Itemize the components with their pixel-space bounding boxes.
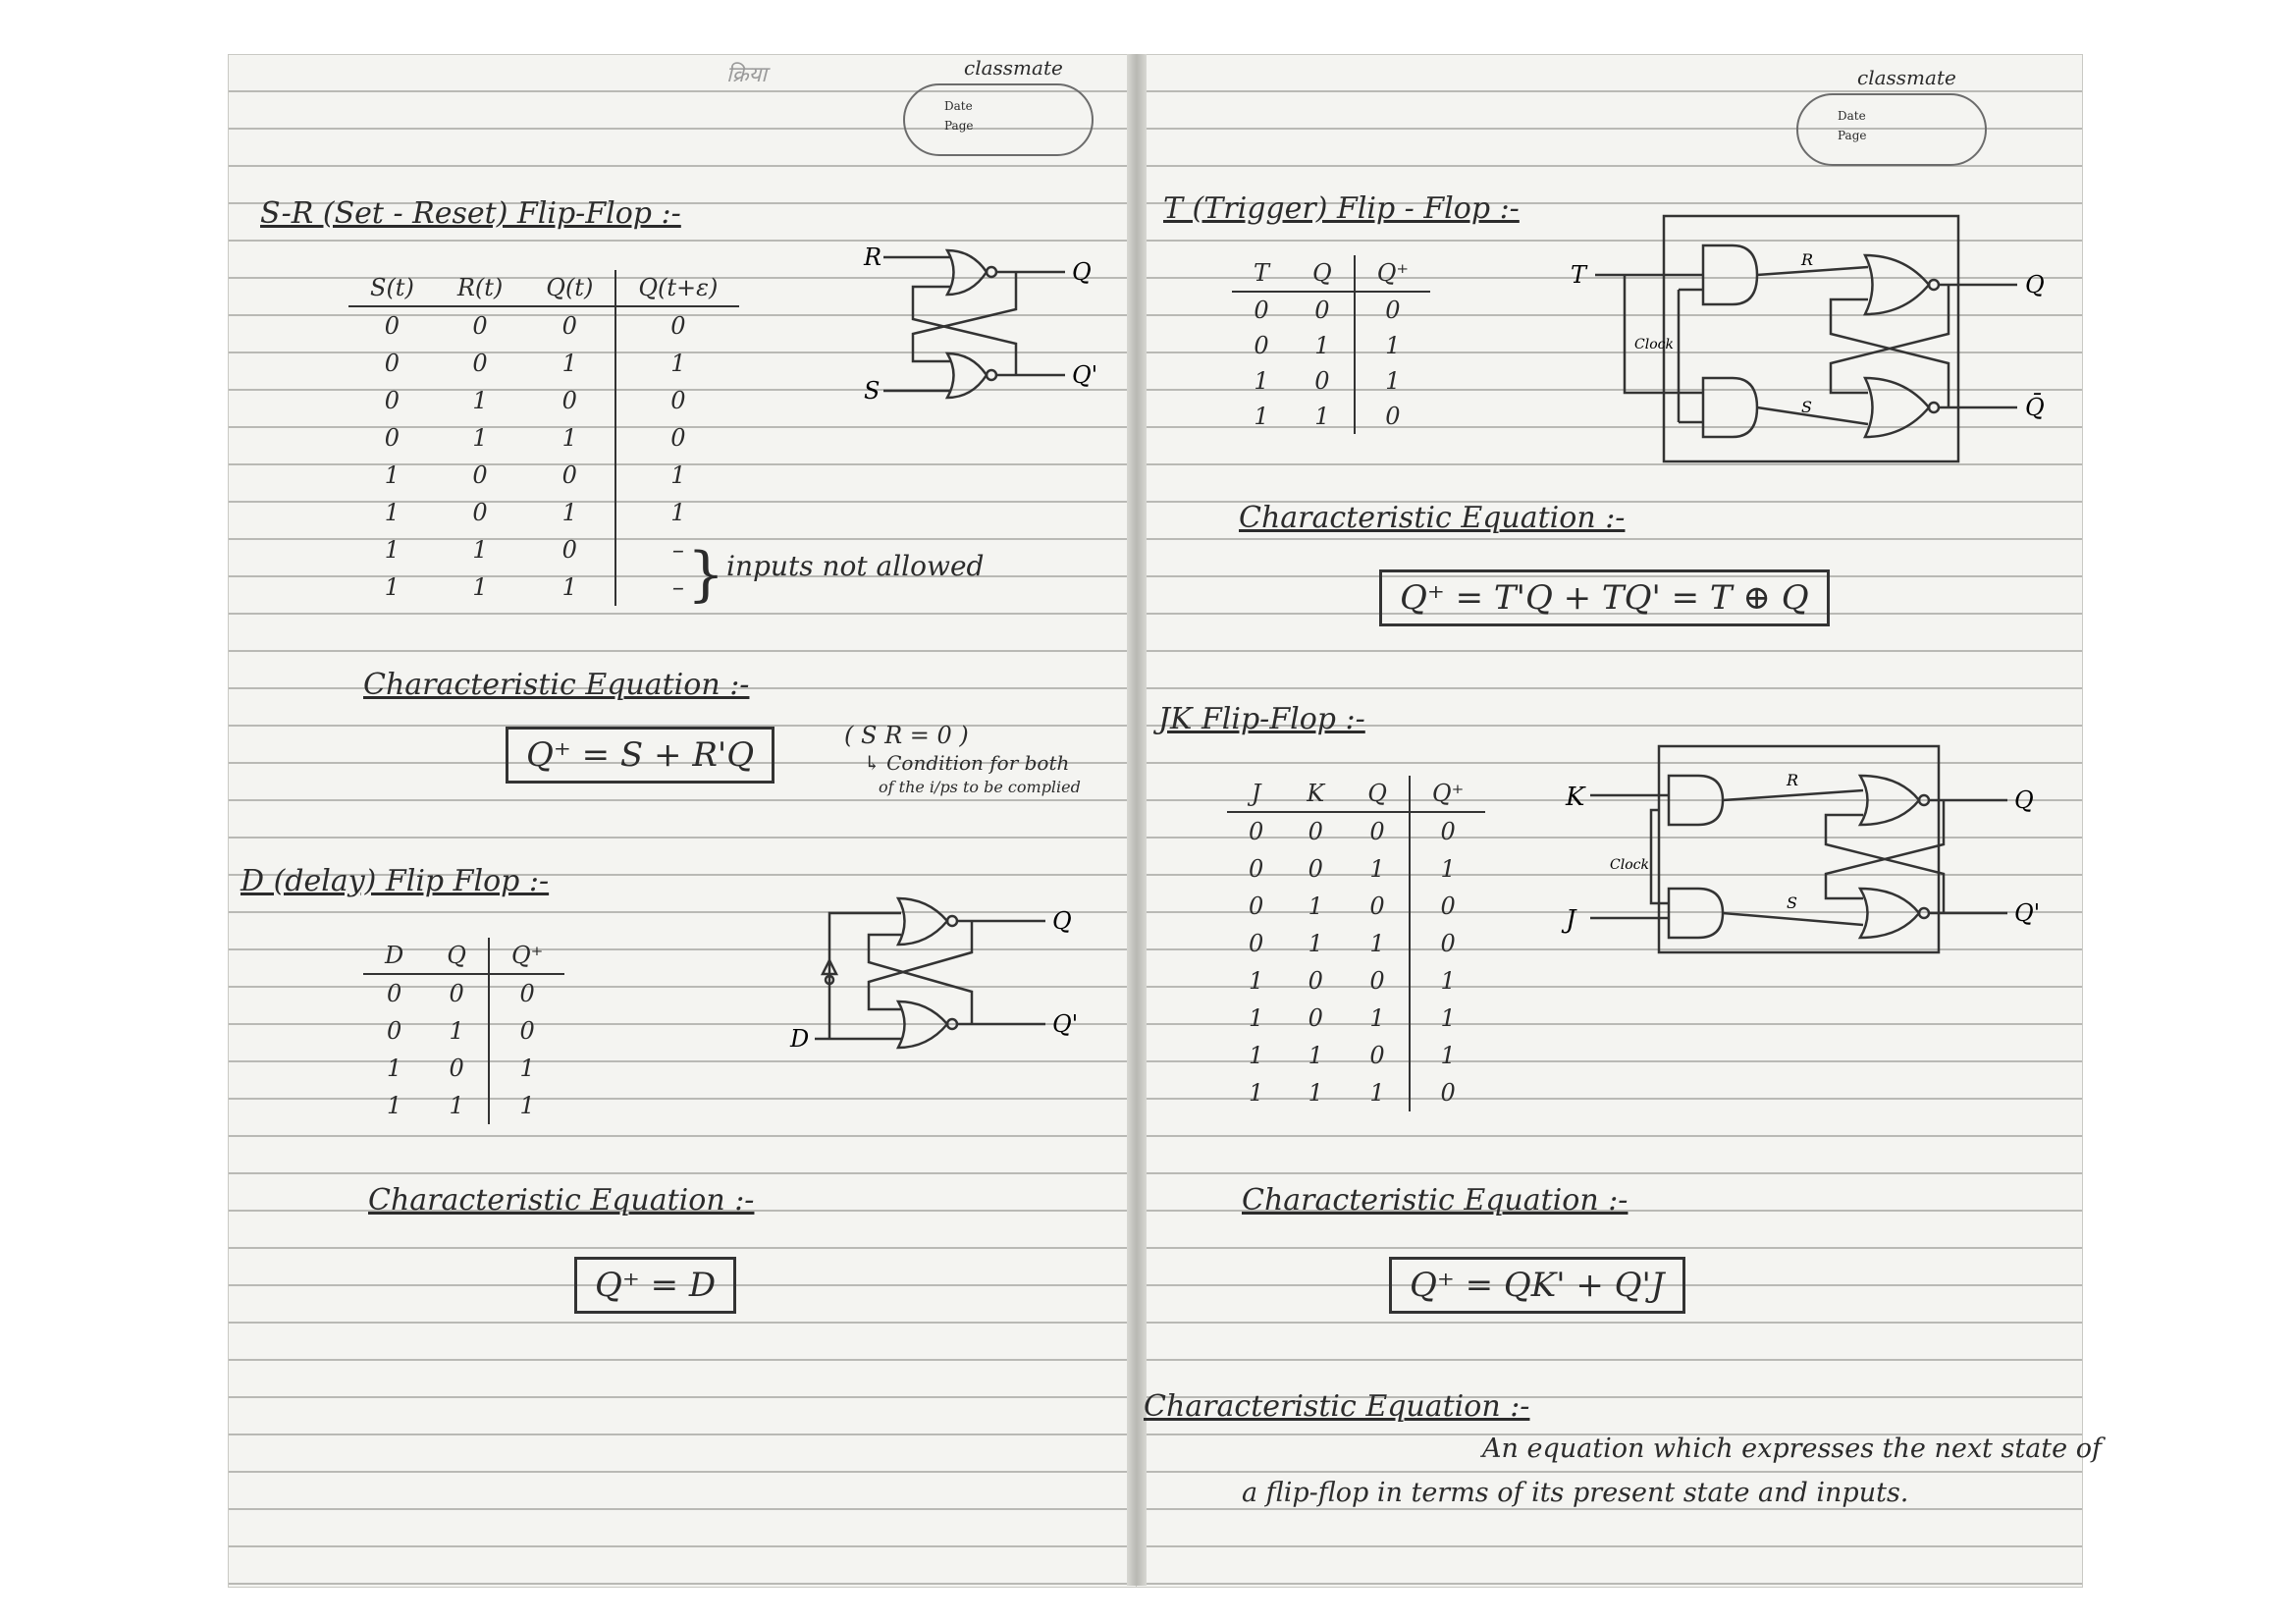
t-table-row xyxy=(1232,399,1430,434)
sr-table-cell: 1 xyxy=(384,536,400,564)
d-label-q: Q xyxy=(1052,907,1072,935)
jk-table-row xyxy=(1227,962,1485,1000)
jk-label-r: R xyxy=(1787,771,1799,789)
jk-table-cell: 0 xyxy=(1249,930,1264,957)
t-table-cell: 0 xyxy=(1314,367,1330,395)
d-table-cell: 0 xyxy=(449,1055,464,1082)
jk-label-s: S xyxy=(1787,893,1797,912)
sr-table-cell: 0 xyxy=(615,306,739,345)
jk-table-cell: 1 xyxy=(1249,1079,1264,1107)
d-table-cell: 0 xyxy=(386,1017,402,1045)
t-nor-gate-top xyxy=(1865,255,1929,314)
jk-table-cell: 1 xyxy=(1249,1042,1264,1069)
sr-table-cell: 1 xyxy=(615,345,739,382)
t-table-cell: 1 xyxy=(1254,403,1269,430)
d-nor-gate-bottom xyxy=(898,1001,947,1048)
d-col-qnext: Q⁺ xyxy=(489,938,564,974)
sr-table-cell: 0 xyxy=(561,312,577,340)
jk-col-qnext: Q⁺ xyxy=(1410,776,1485,812)
sr-col-r: R(t) xyxy=(436,270,524,306)
definition-heading: Characteristic Equation :- xyxy=(1144,1389,1530,1424)
sr-condition-eq: ( S R = 0 ) xyxy=(844,722,969,749)
jk-table-cell: 1 xyxy=(1308,1079,1323,1107)
sr-invalid-note: inputs not allowed xyxy=(726,550,985,582)
jk-table-cell: 0 xyxy=(1410,925,1485,962)
jk-table-cell: 1 xyxy=(1249,1004,1264,1032)
d-table-cell: 0 xyxy=(386,980,402,1007)
t-table-cell: 1 xyxy=(1355,363,1430,399)
sr-col-qnext: Q(t+ε) xyxy=(615,270,739,306)
jk-col-j: J xyxy=(1227,776,1285,812)
jk-heading: JK Flip-Flop :- xyxy=(1158,702,1365,736)
sr-label-r: R xyxy=(864,243,882,271)
sr-table-cell: 1 xyxy=(384,573,400,601)
t-table-cell: 1 xyxy=(1314,332,1330,359)
d-equation: Q⁺ = D xyxy=(574,1257,736,1314)
t-and-gate-top xyxy=(1703,245,1757,304)
sr-table-cell: 0 xyxy=(384,424,400,452)
sr-label-s: S xyxy=(864,377,881,405)
definition-line2: a flip-flop in terms of its present state and inputs. xyxy=(1242,1478,1909,1508)
t-cross-2 xyxy=(1831,299,1949,407)
t-table-cell: 0 xyxy=(1355,399,1430,434)
sr-table-cell: 1 xyxy=(472,424,488,452)
sr-table-cell: 0 xyxy=(561,536,577,564)
t-table-cell: 1 xyxy=(1355,328,1430,363)
d-table-row xyxy=(363,1012,564,1050)
t-circuit xyxy=(1566,206,2066,471)
jk-table-row xyxy=(1227,812,1485,850)
t-table-row xyxy=(1232,292,1430,328)
jk-equation: Q⁺ = QK' + Q'J xyxy=(1389,1257,1685,1314)
sr-table-cell: 1 xyxy=(561,350,577,377)
jk-table-row xyxy=(1227,1000,1485,1037)
t-equation: Q⁺ = T'Q + TQ' = T ⊕ Q xyxy=(1379,569,1830,626)
sr-table-cell: 0 xyxy=(472,312,488,340)
t-char-heading: Characteristic Equation :- xyxy=(1239,501,1626,535)
jk-table-cell: 0 xyxy=(1308,967,1323,995)
jk-label-qp: Q' xyxy=(2014,899,2041,927)
t-heading: T (Trigger) Flip - Flop :- xyxy=(1163,191,1520,226)
sr-table-cell: 1 xyxy=(384,461,400,489)
sr-table-cell: 0 xyxy=(615,382,739,419)
jk-table-cell: 0 xyxy=(1249,855,1264,883)
d-nor-gate-top xyxy=(898,898,947,945)
jk-and-gate-bottom xyxy=(1669,889,1723,938)
sr-table-cell: 1 xyxy=(561,424,577,452)
d-col-d: D xyxy=(363,938,425,974)
jk-table-row xyxy=(1227,1074,1485,1111)
d-table-cell: 1 xyxy=(449,1092,464,1119)
jk-table-cell: 0 xyxy=(1369,1042,1385,1069)
sr-table-cell: 1 xyxy=(472,573,488,601)
jk-table-cell: 1 xyxy=(1410,962,1485,1000)
jk-table-cell: 0 xyxy=(1308,818,1323,845)
jk-table-cell: 0 xyxy=(1410,812,1485,850)
sr-table-row xyxy=(348,494,739,531)
logo-page-label: Page xyxy=(944,119,974,133)
jk-table-cell: 0 xyxy=(1308,1004,1323,1032)
sr-table-cell: 0 xyxy=(384,387,400,414)
jk-table-cell: 1 xyxy=(1249,967,1264,995)
jk-wire-s xyxy=(1723,913,1863,925)
t-wire-s xyxy=(1757,407,1868,424)
sr-table-cell: 0 xyxy=(384,312,400,340)
sr-table-cell: 0 xyxy=(615,419,739,457)
t-table-cell: 0 xyxy=(1254,332,1269,359)
t-label-qbar: Q̄ xyxy=(2025,394,2045,421)
sr-table-cell: 1 xyxy=(615,494,739,531)
sr-table-cell: 0 xyxy=(561,461,577,489)
sr-table-row xyxy=(348,382,739,419)
sr-table-cell: 0 xyxy=(472,461,488,489)
sr-nor-gate-top xyxy=(947,250,987,295)
d-table-row xyxy=(363,974,564,1012)
sr-table-cell: 1 xyxy=(384,499,400,526)
sr-label-qp: Q' xyxy=(1072,361,1098,389)
d-table-body xyxy=(363,974,564,1124)
t-label-t: T xyxy=(1571,261,1587,289)
jk-table-body xyxy=(1227,812,1485,1111)
t-table-cell: 1 xyxy=(1254,367,1269,395)
sr-table-cell: 1 xyxy=(615,457,739,494)
jk-col-q: Q xyxy=(1346,776,1410,812)
d-char-heading: Characteristic Equation :- xyxy=(368,1183,755,1217)
jk-table-cell: 1 xyxy=(1369,1079,1385,1107)
sr-equation: Q⁺ = S + R'Q xyxy=(506,727,774,784)
jk-label-j: J xyxy=(1566,905,1576,935)
t-label-q: Q xyxy=(2025,271,2045,298)
jk-wire-r xyxy=(1723,790,1863,800)
logo-brand: classmate xyxy=(1857,66,1956,89)
sr-table-cell: – xyxy=(615,568,739,606)
jk-table-cell: 0 xyxy=(1369,893,1385,920)
sr-table-cell: – xyxy=(615,531,739,568)
jk-table-cell: 1 xyxy=(1410,1037,1485,1074)
jk-circuit xyxy=(1561,736,2061,972)
sr-table-cell: 1 xyxy=(472,387,488,414)
jk-table-cell: 1 xyxy=(1410,1000,1485,1037)
d-table-cell: 1 xyxy=(489,1087,564,1124)
d-circuit xyxy=(785,884,1109,1060)
d-feedback-2 xyxy=(869,935,972,1024)
jk-table-row xyxy=(1227,888,1485,925)
d-table-cell: 0 xyxy=(489,1012,564,1050)
t-truth-table xyxy=(1232,255,1430,434)
sr-bubble-top xyxy=(987,267,996,277)
sr-table-row xyxy=(348,457,739,494)
jk-nor-gate-top xyxy=(1860,776,1919,825)
sr-table-row xyxy=(348,568,739,606)
d-table-row xyxy=(363,1050,564,1087)
sr-table-cell: 0 xyxy=(472,350,488,377)
t-label-s: S xyxy=(1801,398,1812,416)
t-nor-gate-bottom xyxy=(1865,378,1929,437)
sr-table-row xyxy=(348,345,739,382)
classmate-logo-left xyxy=(903,56,1094,156)
jk-table-row xyxy=(1227,850,1485,888)
d-truth-table xyxy=(363,938,564,1124)
sr-condition-note2: of the i/ps to be complied xyxy=(879,778,1081,796)
sr-heading: S-R (Set - Reset) Flip-Flop :- xyxy=(260,196,681,231)
classmate-logo-right xyxy=(1796,66,1987,166)
jk-feedback-frame xyxy=(1659,746,1939,952)
logo-brand: classmate xyxy=(964,56,1063,80)
t-table-cell: 0 xyxy=(1355,292,1430,328)
jk-table-cell: 1 xyxy=(1369,1004,1385,1032)
d-table-cell: 1 xyxy=(386,1055,402,1082)
sr-table-cell: 1 xyxy=(561,573,577,601)
logo-date-label: Date xyxy=(944,99,973,113)
sr-nor-gate-bottom xyxy=(947,353,987,398)
sr-bubble-bottom xyxy=(987,370,996,380)
jk-table-row xyxy=(1227,1037,1485,1074)
jk-table-cell: 1 xyxy=(1308,1042,1323,1069)
d-table-cell: 1 xyxy=(386,1092,402,1119)
d-label-qp: Q' xyxy=(1052,1010,1079,1038)
jk-label-q: Q xyxy=(2014,786,2034,814)
notebook-spine xyxy=(1127,54,1147,1586)
t-col-qnext: Q⁺ xyxy=(1355,255,1430,292)
t-table-row xyxy=(1232,363,1430,399)
sr-truth-table xyxy=(348,270,739,606)
sr-col-s: S(t) xyxy=(348,270,436,306)
sr-label-q: Q xyxy=(1072,258,1092,286)
sr-table-cell: 1 xyxy=(561,499,577,526)
sr-feedback-1 xyxy=(913,272,1016,361)
sr-table-cell: 1 xyxy=(472,536,488,564)
sr-col-q: Q(t) xyxy=(524,270,615,306)
jk-nor-gate-bottom xyxy=(1860,889,1919,938)
d-table-row xyxy=(363,1087,564,1124)
jk-table-cell: 0 xyxy=(1249,818,1264,845)
logo-date-label: Date xyxy=(1838,109,1866,123)
jk-truth-table xyxy=(1227,776,1485,1111)
d-table-cell: 0 xyxy=(489,974,564,1012)
jk-table-cell: 1 xyxy=(1369,855,1385,883)
jk-table-cell: 0 xyxy=(1410,1074,1485,1111)
jk-table-cell: 1 xyxy=(1369,930,1385,957)
sr-table-row xyxy=(348,306,739,345)
jk-and-gate-top xyxy=(1669,776,1723,825)
sr-table-cell: 0 xyxy=(472,499,488,526)
jk-label-k: K xyxy=(1566,783,1585,812)
t-table-cell: 0 xyxy=(1314,297,1330,324)
sr-table-cell: 0 xyxy=(384,350,400,377)
jk-table-cell: 1 xyxy=(1308,930,1323,957)
t-col-q: Q xyxy=(1291,255,1355,292)
jk-table-cell: 1 xyxy=(1308,893,1323,920)
jk-table-cell: 1 xyxy=(1410,850,1485,888)
t-table-cell: 1 xyxy=(1314,403,1330,430)
jk-table-cell: 0 xyxy=(1308,855,1323,883)
sr-table-row xyxy=(348,531,739,568)
t-table-cell: 0 xyxy=(1254,297,1269,324)
definition-line1: An equation which expresses the next state of xyxy=(1482,1434,2102,1464)
jk-table-cell: 0 xyxy=(1369,818,1385,845)
d-table-cell: 1 xyxy=(449,1017,464,1045)
t-table-row xyxy=(1232,328,1430,363)
top-scribble: क्रिया xyxy=(726,63,768,87)
d-heading: D (delay) Flip Flop :- xyxy=(240,864,550,898)
jk-table-cell: 0 xyxy=(1410,888,1485,925)
jk-col-k: K xyxy=(1285,776,1346,812)
d-label-d: D xyxy=(790,1025,810,1053)
sr-table-cell: 0 xyxy=(561,387,577,414)
sr-circuit xyxy=(854,236,1129,422)
t-label-clock: Clock xyxy=(1634,337,1674,352)
logo-page-label: Page xyxy=(1838,129,1867,142)
jk-char-heading: Characteristic Equation :- xyxy=(1242,1183,1629,1217)
jk-table-cell: 0 xyxy=(1249,893,1264,920)
t-col-t: T xyxy=(1232,255,1291,292)
brace: } xyxy=(687,540,725,609)
t-and-gate-bottom xyxy=(1703,378,1757,437)
jk-table-row xyxy=(1227,925,1485,962)
sr-table-body xyxy=(348,306,739,606)
d-table-cell: 1 xyxy=(489,1050,564,1087)
sr-condition-note1: ↳ Condition for both xyxy=(864,751,1070,775)
jk-label-clock: Clock xyxy=(1610,857,1649,873)
sr-char-heading: Characteristic Equation :- xyxy=(363,668,750,702)
jk-table-cell: 0 xyxy=(1369,967,1385,995)
d-col-q: Q xyxy=(425,938,489,974)
t-table-body xyxy=(1232,292,1430,434)
sr-table-row xyxy=(348,419,739,457)
d-table-cell: 0 xyxy=(449,980,464,1007)
t-label-r: R xyxy=(1801,250,1814,269)
